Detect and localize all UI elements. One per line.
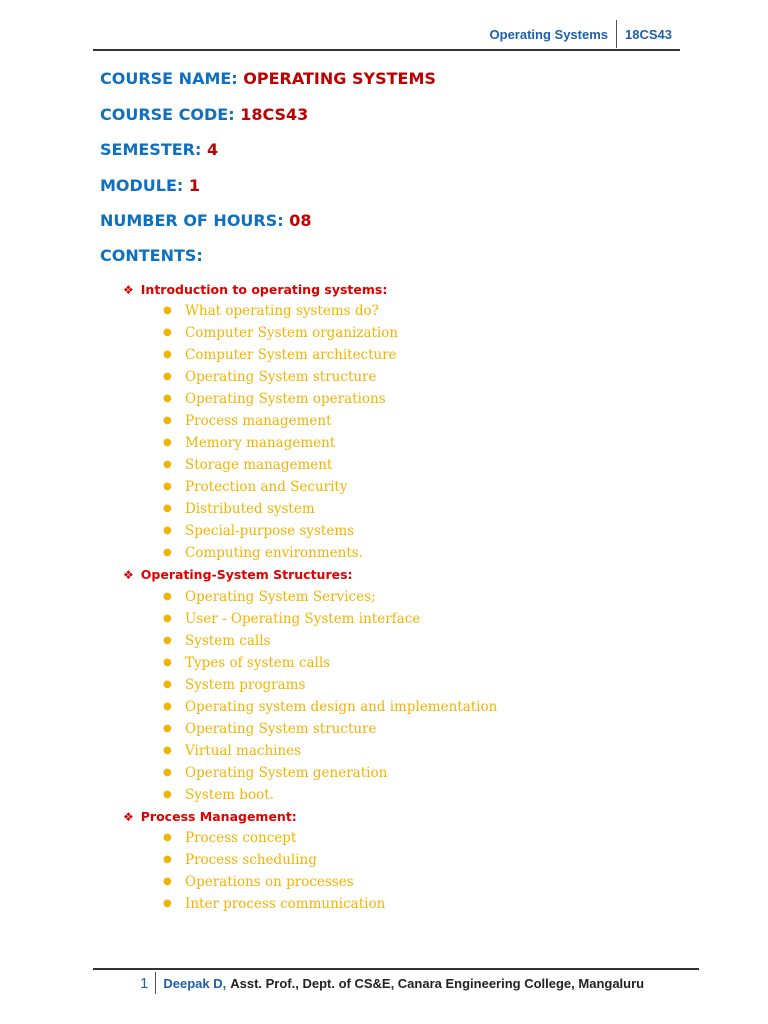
- bullet-icon: ●: [163, 613, 172, 624]
- bullet-icon: ●: [163, 305, 172, 316]
- semester-line: [100, 140, 218, 159]
- list-item: ● System calls: [163, 633, 271, 649]
- section-title: Introduction to operating systems:: [140, 282, 388, 297]
- bullet-icon: ●: [163, 701, 172, 712]
- course-name-line: [100, 69, 436, 88]
- course-code-line: [100, 105, 308, 124]
- list-item: ● Storage management: [163, 457, 333, 473]
- list-item: ● Operating System structure: [163, 721, 377, 737]
- bullet-icon: ●: [163, 525, 172, 536]
- page-number: 1: [140, 974, 149, 992]
- bullet-icon: ●: [163, 767, 172, 778]
- list-item: ● Types of system calls: [163, 655, 331, 671]
- meta-key: SEMESTER:: [100, 140, 202, 159]
- list-item: ● Operating System structure: [163, 369, 377, 385]
- meta-value: 08: [289, 211, 312, 230]
- meta-value: 18CS43: [240, 105, 309, 124]
- list-item: ● Protection and Security: [163, 479, 348, 495]
- list-item: ● Distributed system: [163, 501, 315, 517]
- list-item: ● Operations on processes: [163, 874, 354, 890]
- meta-value: 4: [206, 140, 219, 159]
- bullet-icon: ●: [163, 745, 172, 756]
- bullet-icon: ●: [163, 371, 172, 382]
- bullet-icon: ●: [163, 591, 172, 602]
- bullet-icon: ●: [163, 437, 172, 448]
- hours-line: [100, 211, 312, 230]
- list-item: ● Process scheduling: [163, 852, 317, 868]
- list-item: ● Computing environments.: [163, 545, 363, 561]
- list-item: ● User - Operating System interface: [163, 611, 421, 627]
- section-title: Process Management:: [140, 809, 297, 824]
- meta-key: COURSE CODE:: [100, 105, 235, 124]
- bullet-icon: ●: [163, 393, 172, 404]
- section-heading: [123, 809, 297, 824]
- list-item: ● What operating systems do?: [163, 303, 379, 319]
- header-rule: [93, 49, 680, 51]
- diamond-bullet-icon: ❖: [123, 283, 134, 297]
- bullet-icon: ●: [163, 723, 172, 734]
- list-item: ● Memory management: [163, 435, 336, 451]
- footer-separator: [155, 972, 156, 994]
- bullet-icon: ●: [163, 789, 172, 800]
- list-item: ● Operating System operations: [163, 391, 386, 407]
- list-item: ● Process management: [163, 413, 332, 429]
- footer-affiliation: Asst. Prof., Dept. of CS&E, Canara Engineering College, Mangaluru: [230, 975, 645, 991]
- section-heading: [123, 567, 353, 582]
- list-item: ● Operating System Services;: [163, 589, 376, 605]
- meta-key: COURSE NAME:: [100, 69, 238, 88]
- contents-heading: [100, 246, 203, 265]
- bullet-icon: ●: [163, 657, 172, 668]
- meta-value: OPERATING SYSTEMS: [243, 69, 436, 88]
- bullet-icon: ●: [163, 635, 172, 646]
- list-item: ● Computer System architecture: [163, 347, 397, 363]
- bullet-icon: ●: [163, 832, 172, 843]
- list-item: ● Operating system design and implementation: [163, 699, 498, 715]
- meta-value: 1: [188, 176, 201, 195]
- page-footer: [140, 972, 644, 994]
- list-item: ● Process concept: [163, 830, 297, 846]
- bullet-icon: ●: [163, 349, 172, 360]
- header-course-code: 18CS43: [625, 26, 672, 42]
- list-item: ● Virtual machines: [163, 743, 302, 759]
- diamond-bullet-icon: ❖: [123, 568, 134, 582]
- section-heading: [123, 282, 387, 297]
- bullet-icon: ●: [163, 481, 172, 492]
- page-header: [490, 20, 672, 48]
- list-item: ● Operating System generation: [163, 765, 388, 781]
- header-title: Operating Systems: [489, 26, 609, 42]
- list-item: ● System boot.: [163, 787, 274, 803]
- list-item: ● Special-purpose systems: [163, 523, 355, 539]
- bullet-icon: ●: [163, 547, 172, 558]
- meta-key: CONTENTS:: [100, 246, 203, 265]
- meta-key: NUMBER OF HOURS:: [100, 211, 284, 230]
- list-item: ● Computer System organization: [163, 325, 399, 341]
- bullet-icon: ●: [163, 679, 172, 690]
- bullet-icon: ●: [163, 459, 172, 470]
- bullet-icon: ●: [163, 327, 172, 338]
- bullet-icon: ●: [163, 876, 172, 887]
- bullet-icon: ●: [163, 854, 172, 865]
- list-item: ● Inter process communication: [163, 896, 386, 912]
- footer-author: Deepak D,: [163, 975, 227, 991]
- bullet-icon: ●: [163, 415, 172, 426]
- module-line: [100, 176, 200, 195]
- footer-rule: [93, 968, 699, 970]
- diamond-bullet-icon: ❖: [123, 810, 134, 824]
- bullet-icon: ●: [163, 503, 172, 514]
- section-title: Operating-System Structures:: [140, 567, 353, 582]
- bullet-icon: ●: [163, 898, 172, 909]
- meta-key: MODULE:: [100, 176, 184, 195]
- list-item: ● System programs: [163, 677, 306, 693]
